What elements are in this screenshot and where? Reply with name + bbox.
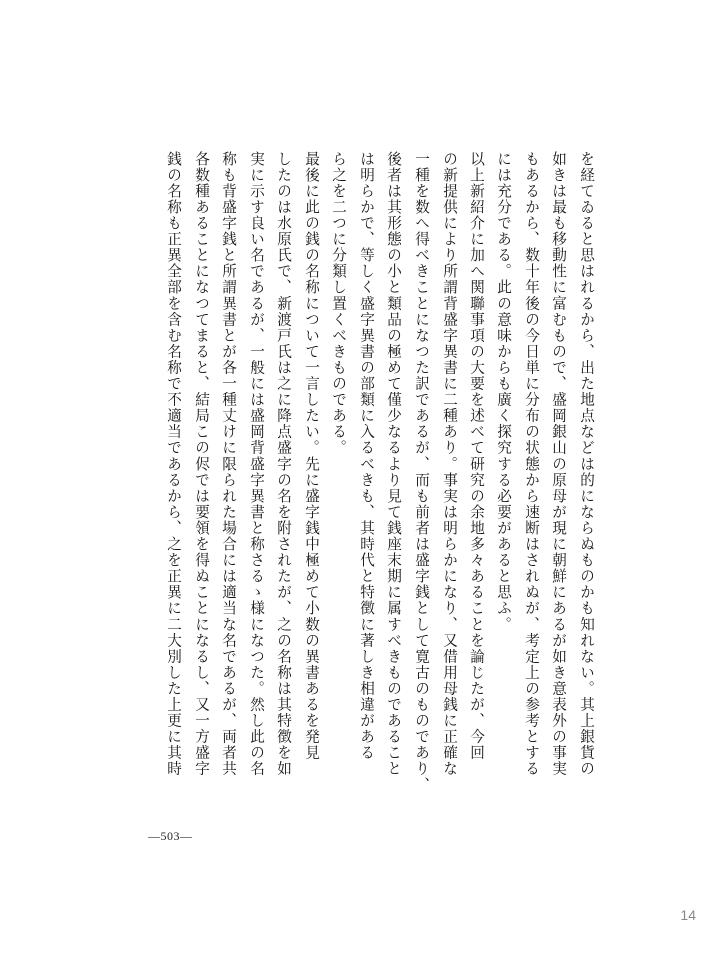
text-column-9: は明らかで、等しく盛字異書の部類に入るべきも、其時代と特徴に著しき相違がある	[358, 151, 375, 761]
text-column-10: ら之を二つに分類し置くべきものである。	[330, 151, 347, 456]
text-column-6: の新提供により所謂背盛字異書に二種あり。事実は明らかになり、又借用母銭に正確な	[441, 151, 458, 777]
text-column-1: を経てゐると思はれるから、出た地点などは的にならぬものかも知れない。其上銀貨の	[578, 151, 595, 777]
text-column-2: 如きは最も移動性に富むもので、盛岡銀山の原母が現に朝鮮にあるが如き意表外の事実	[550, 151, 567, 777]
text-column-3: もあるから、数十年後の今日単に分布の状態から速断はされぬが、考定上の参考とする	[523, 151, 540, 777]
text-column-16: 銭の名称も正異全部を含む名称で不適当であるから、之を正異に二大別した上更に其時	[165, 151, 182, 777]
text-column-15: 各数種あることになつてまると、結局この侭では要領を得ぬことになるし、又一方盛字	[193, 151, 210, 777]
text-column-5: 以上新紹介に加へ関聯事項の大要を述べて研究の余地多々あることを論じたが、今回	[468, 151, 485, 761]
page-number: —503—	[148, 829, 193, 843]
text-column-14: 称も背盛字銭と所謂異書とが各一種丈けに限られた場合には適当な名であるが、両者共	[220, 151, 237, 777]
text-column-7: 一種を数へ得べきことになつた訳であるが、而も前者は盛字銭として寛古のものであり、	[413, 151, 430, 793]
text-column-11: 最後に此の銭の名称について一言したい。先に盛字銭中極めて小数の異書あるを発見	[303, 151, 320, 761]
text-column-4: には充分である。此の意味からも廣く探究する必要があると思ふ。	[495, 151, 512, 633]
text-column-13: 実に示す良い名であるが、一般には盛岡背盛字異書と称さるゝ様になつた。然し此の名	[248, 151, 265, 777]
slide-number: 14	[680, 907, 696, 923]
text-column-8: 後者は其形態の小と類品の極めて僅少なるより見て銭座末期に属すべきものであること	[385, 151, 402, 777]
text-column-12: したのは水原氏で、新渡戸氏は之に降点盛字の名を附されたが、之の名称は其特徴を如	[275, 151, 292, 777]
